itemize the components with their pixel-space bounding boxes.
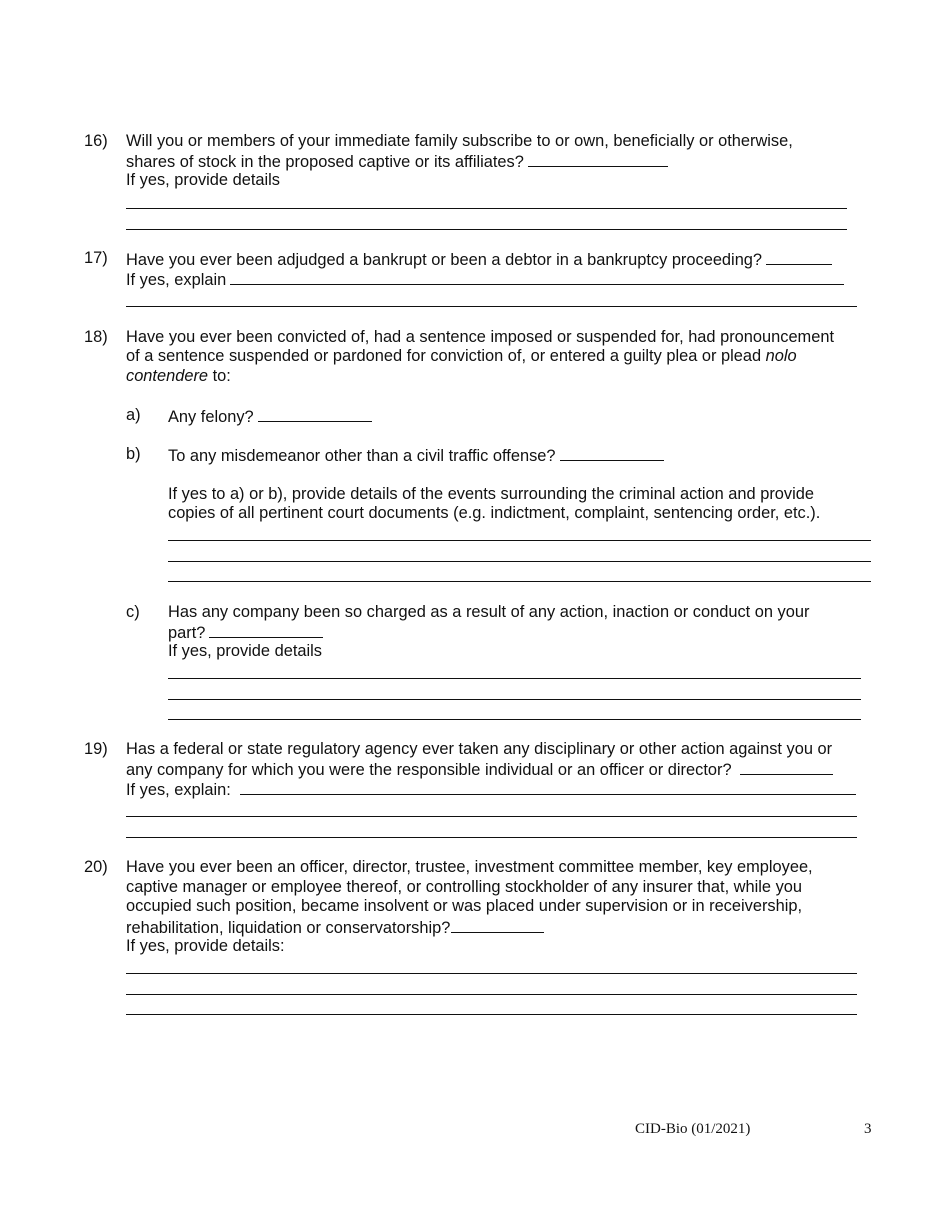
question-number: 20) (84, 858, 108, 876)
sub-question-text: Any felony? (168, 408, 254, 426)
answer-line[interactable] (126, 837, 857, 838)
instruction-text: If yes, provide details: (126, 937, 285, 955)
answer-blank[interactable] (528, 150, 668, 167)
question-text-part: rehabilitation, liquidation or conservatorship? (126, 919, 451, 937)
question-number: 16) (84, 132, 108, 150)
form-id: CID-Bio (01/2021) (635, 1121, 751, 1137)
question-text-italic: contendere (126, 367, 209, 385)
question-text-part: to: (208, 367, 231, 385)
question-number: 17) (84, 249, 108, 267)
question-text (126, 916, 544, 938)
instruction-text-part: If yes, explain: (126, 781, 231, 799)
answer-blank[interactable] (209, 621, 323, 638)
instruction-text: If yes, provide details (126, 171, 280, 189)
instruction-text-part: If yes, explain (126, 271, 227, 289)
question-text (126, 150, 668, 172)
answer-line[interactable] (126, 208, 847, 209)
question-text: occupied such position, became insolvent or was placed under supervision or in receivership, (126, 897, 803, 915)
sub-question-text: To any misdemeanor other than a civil traffic offense? (168, 447, 556, 465)
question-number: 18) (84, 328, 108, 346)
sub-question-label: c) (126, 603, 140, 621)
answer-line[interactable] (168, 678, 861, 679)
answer-blank[interactable] (240, 778, 856, 795)
answer-line[interactable] (126, 973, 857, 974)
question-text: Has a federal or state regulatory agency ever taken any disciplinary or other action against you or (126, 740, 833, 758)
answer-blank[interactable] (230, 268, 844, 285)
answer-line[interactable] (168, 540, 871, 541)
question-text-italic: nolo (765, 347, 797, 365)
instruction-text: copies of all pertinent court documents (e.g. indictment, complaint, sentencing order, etc.). (168, 504, 821, 522)
question-text: Will you or members of your immediate family subscribe to or own, beneficially or otherwise, (126, 132, 793, 150)
question-text (126, 366, 231, 386)
answer-line[interactable] (126, 229, 847, 230)
question-text-part: shares of stock in the proposed captive or its affiliates? (126, 153, 524, 171)
sub-question-b (168, 444, 664, 466)
answer-line[interactable] (168, 699, 861, 700)
answer-blank[interactable] (740, 758, 833, 775)
instruction-text (126, 268, 844, 290)
question-text: captive manager or employee thereof, or controlling stockholder of any insurer that, while you (126, 878, 803, 896)
answer-line[interactable] (168, 561, 871, 562)
answer-blank[interactable] (560, 444, 664, 461)
question-text (126, 758, 833, 780)
answer-line[interactable] (126, 306, 857, 307)
question-text: Have you ever been an officer, director, trustee, investment committee member, key employee, (126, 858, 813, 876)
instruction-text: If yes to a) or b), provide details of the events surrounding the criminal action and provide (168, 485, 814, 503)
question-text-part: any company for which you were the responsible individual or an officer or director? (126, 761, 732, 779)
sub-question-text: part? (168, 624, 206, 642)
sub-question-c: Has any company been so charged as a result of any action, inaction or conduct on your (168, 603, 810, 621)
question-text (126, 248, 832, 270)
instruction-text (126, 778, 856, 800)
sub-question-label: b) (126, 445, 141, 463)
answer-line[interactable] (168, 581, 871, 582)
answer-blank[interactable] (451, 916, 544, 933)
question-text: Have you ever been convicted of, had a sentence imposed or suspended for, had pronouncement (126, 328, 834, 346)
answer-blank[interactable] (258, 405, 372, 422)
answer-blank[interactable] (766, 248, 832, 265)
answer-line[interactable] (168, 719, 861, 720)
question-text-part: Have you ever been adjudged a bankrupt or been a debtor in a bankruptcy proceeding? (126, 251, 763, 269)
instruction-text: If yes, provide details (168, 642, 322, 660)
sub-question-label: a) (126, 406, 141, 424)
page-number: 3 (864, 1121, 872, 1137)
answer-line[interactable] (126, 816, 857, 817)
question-text-part: of a sentence suspended or pardoned for conviction of, or entered a guilty plea or plead (126, 347, 762, 365)
question-text (126, 346, 797, 366)
question-number: 19) (84, 740, 108, 758)
sub-question-a (168, 405, 372, 427)
sub-question-c-cont (168, 621, 323, 643)
answer-line[interactable] (126, 994, 857, 995)
answer-line[interactable] (126, 1014, 857, 1015)
